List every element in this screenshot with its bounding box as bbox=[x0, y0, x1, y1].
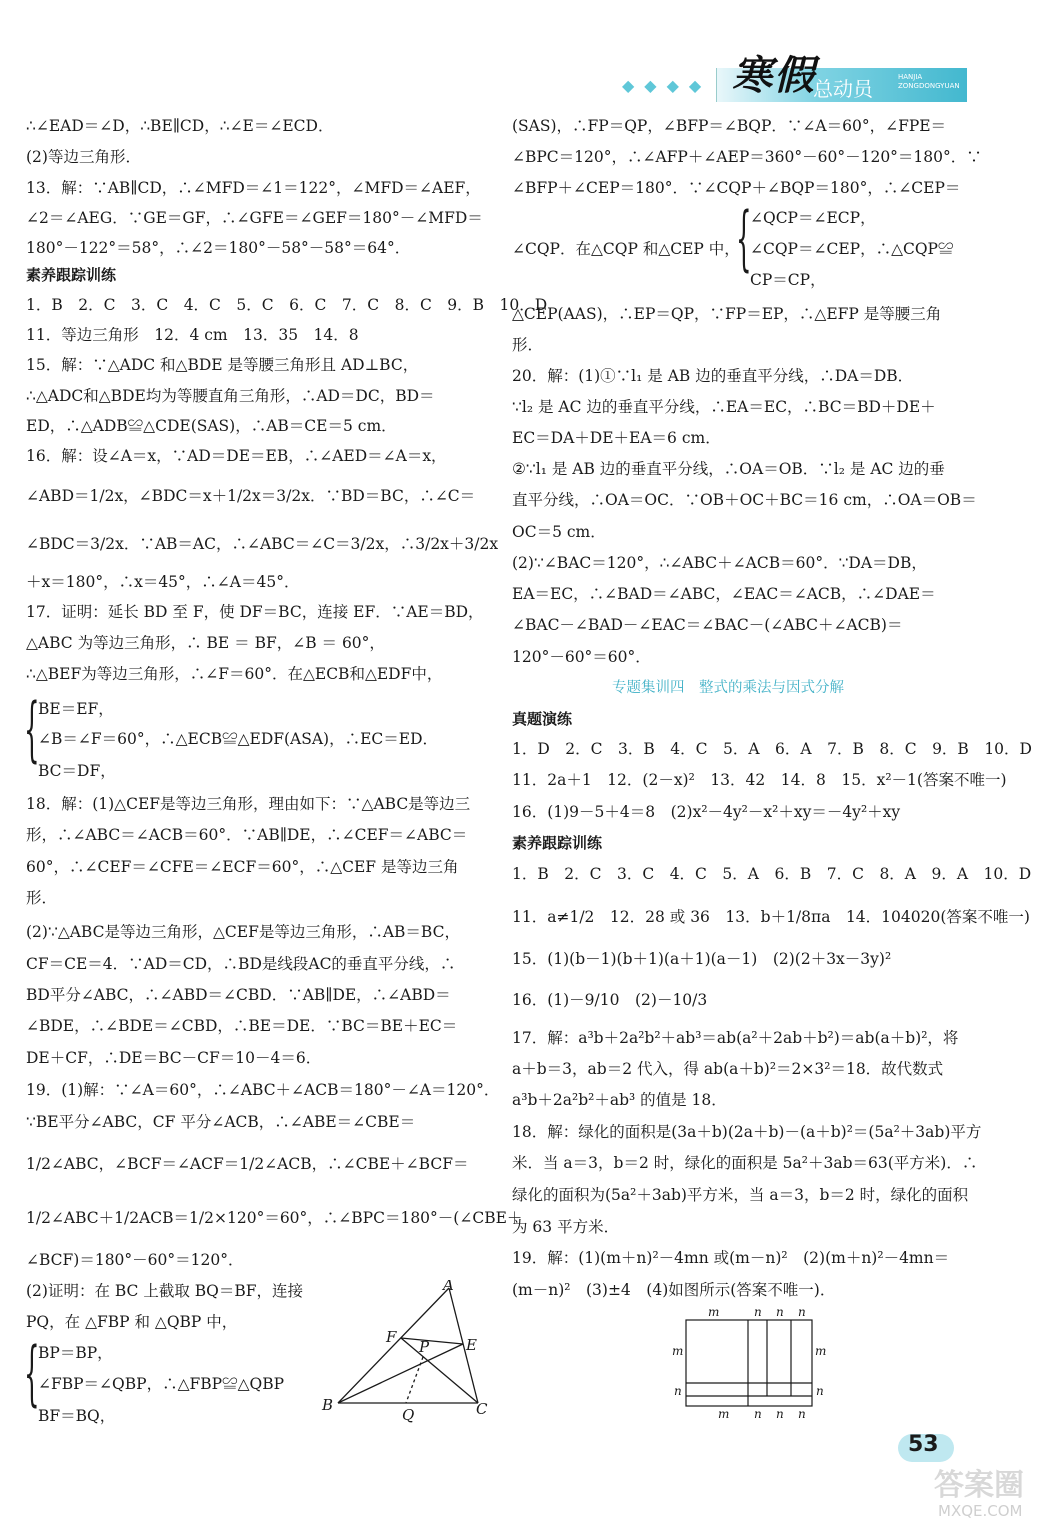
text-line: 形． bbox=[512, 336, 544, 354]
left-brace: { bbox=[24, 688, 40, 770]
text-line: ∠BCF)＝180°－60°＝120°． bbox=[26, 1251, 244, 1269]
answer-line: 16．(1)－9/10 (2)－10/3 bbox=[512, 991, 708, 1009]
brand-pinyin: HANJIA ZONGDONGYUAN bbox=[898, 73, 960, 90]
label-bottom-n3: n bbox=[798, 1407, 806, 1421]
text-line: (SAS)，∴FP＝QP，∠BFP＝∠BQP．∵∠A＝60°，∠FPE＝ bbox=[512, 117, 947, 135]
text-line: BP＝BP， bbox=[38, 1344, 113, 1362]
text-line: DE＋CF，∴DE＝BC－CF＝10－4＝6． bbox=[26, 1049, 322, 1067]
text-line: ∠ABD＝1/2x，∠BDC＝x＋1/2x＝3/2x．∵BD＝BC，∴∠C＝ bbox=[26, 487, 476, 505]
section-heading: 素养跟踪训练 bbox=[26, 266, 117, 284]
segment-be bbox=[338, 1344, 463, 1403]
text-line: ∠B＝∠F＝60°，∴△ECB≌△EDF(ASA)，∴EC＝ED． bbox=[38, 730, 439, 748]
text-line: ∴△BEF为等边三角形，∴∠F＝60°．在△ECB和△EDF中， bbox=[26, 665, 443, 683]
text-line: ∠BFP＋∠CEP＝180°．∵∠CQP＋∠BQP＝180°，∴∠CEP＝ bbox=[512, 179, 961, 197]
label-c: C bbox=[476, 1400, 488, 1418]
text-line: BF＝BQ， bbox=[38, 1407, 116, 1425]
text-line: △CEP(AAS)，∴EP＝QP，∵FP＝EP，∴△EFP 是等腰三角 bbox=[512, 305, 942, 323]
label-p: P bbox=[419, 1338, 430, 1356]
text-line: ∵BE平分∠ABC，CF 平分∠ACB，∴∠ABE＝∠CBE＝ bbox=[26, 1113, 416, 1131]
text-line: 为 63 平方米． bbox=[512, 1218, 620, 1236]
text-line: ∵l₂ 是 AC 边的垂直平分线，∴EA＝EC，∴BC＝BD＋DE＋ bbox=[512, 398, 936, 416]
label-bottom-n1: n bbox=[754, 1407, 762, 1421]
text-line: BC＝DF， bbox=[38, 762, 116, 780]
watermark-url: MXQE.COM bbox=[938, 1502, 1023, 1520]
triangle-figure bbox=[318, 1280, 498, 1430]
section-heading: 真题演练 bbox=[512, 710, 573, 728]
label-left-m: m bbox=[672, 1344, 684, 1358]
text-line: 米．当 a＝3，b＝2 时，绿化的面积是 5a²＋3ab＝63(平方米)．∴ bbox=[512, 1154, 978, 1172]
text-line: ∠FBP＝∠QBP，∴△FBP≌△QBP bbox=[38, 1375, 285, 1393]
area-model-figure bbox=[668, 1302, 828, 1422]
text-line: 17．解：a³b＋2a²b²＋ab³＝ab(a²＋2ab＋b²)＝ab(a＋b)²，将 bbox=[512, 1029, 959, 1047]
text-line: ∠CQP＝∠CEP，∴△CQP≌ bbox=[750, 240, 954, 258]
text-line: ∴△ADC和△BDE均为等腰直角三角形，∴AD＝DC，BD＝ bbox=[26, 387, 435, 405]
text-line: ＋x＝180°，∴x＝45°，∴∠A＝45°． bbox=[26, 573, 300, 591]
text-line: 13．解：∵AB∥CD，∴∠MFD＝∠1＝122°，∠MFD＝∠AEF， bbox=[26, 179, 481, 197]
text-line: ∠BPC＝120°，∴∠AFP＋∠AEP＝360°－60°－120°＝180°．∵ bbox=[512, 148, 982, 166]
text-line: 18．解：(1)△CEF是等边三角形，理由如下：∵△ABC是等边三 bbox=[26, 795, 471, 813]
topic-title: 专题集训四 整式的乘法与因式分解 bbox=[612, 680, 844, 696]
text-line: △ABC 为等边三角形，∴ BE ＝ BF，∠B ＝ 60°， bbox=[26, 634, 385, 652]
label-right-n: n bbox=[816, 1384, 824, 1398]
text-line: (2)等边三角形． bbox=[26, 148, 141, 166]
text-line: (2)∵△ABC是等边三角形，△CEF是等边三角形，∴AB＝BC， bbox=[26, 923, 460, 941]
watermark bbox=[930, 1460, 1040, 1530]
brand-title: 寒假 bbox=[732, 52, 816, 99]
text-line: 18．解：绿化的面积是(3a＋b)(2a＋b)－(a＋b)²＝(5a²＋3ab)平方 bbox=[512, 1123, 982, 1141]
right-brace: { bbox=[736, 197, 752, 279]
text-line: CF＝CE＝4．∵AD＝CD，∴BD是线段AC的垂直平分线，∴ bbox=[26, 955, 456, 973]
text-line: (2)∵∠BAC＝120°，∴∠ABC＋∠ACB＝60°．∵DA＝DB， bbox=[512, 554, 927, 572]
text-line: a＋b＝3，ab＝2 代入，得 ab(a＋b)²＝2×3²＝18．故代数式 bbox=[512, 1060, 944, 1078]
text-line: ∠CQP．在△CQP 和△CEP 中， bbox=[512, 240, 740, 258]
page-number: 53 bbox=[908, 1432, 939, 1457]
answer-line: 1．B 2．C 3．C 4．C 5．A 6．B 7．C 8．A 9．A 10．D bbox=[512, 865, 1032, 883]
text-line: 17．证明：延长 BD 至 F，使 DF＝BC，连接 EF．∵AE＝BD， bbox=[26, 603, 484, 621]
label-bottom-m: m bbox=[718, 1407, 730, 1421]
watermark-logo-text: 答案圈 bbox=[934, 1468, 1024, 1503]
text-line: 1/2∠ABC，∠BCF＝∠ACF＝1/2∠ACB，∴∠CBE＋∠BCF＝ bbox=[26, 1155, 469, 1173]
text-line: 19．(1)解：∵∠A＝60°，∴∠ABC＋∠ACB＝180°－∠A＝120°． bbox=[26, 1081, 500, 1099]
text-line: 15．解：∵△ADC 和△BDE 是等腰三角形且 AD⊥BC， bbox=[26, 356, 419, 374]
text-line: BD平分∠ABC，∴∠ABD＝∠CBD．∵AB∥DE，∴∠ABD＝ bbox=[26, 986, 451, 1004]
text-line: (2)证明：在 BC 上截取 BQ＝BF，连接 bbox=[26, 1282, 304, 1300]
segment-fe bbox=[401, 1338, 463, 1344]
text-line: 19．解：(1)(m＋n)²－4mn 或(m－n)² (2)(m＋n)²－4mn＝ bbox=[512, 1249, 950, 1267]
text-line: ②∵l₁ 是 AB 边的垂直平分线，∴OA＝OB．∵l₂ 是 AC 边的垂 bbox=[512, 460, 945, 478]
text-line: 形，∴∠ABC＝∠ACB＝60°．∵AB∥DE，∴∠CEF＝∠ABC＝ bbox=[26, 826, 468, 844]
text-line: BE＝EF， bbox=[38, 700, 114, 718]
answer-line: 1．B 2．C 3．C 4．C 5．C 6．C 7．C 8．C 9．B 10．D bbox=[26, 296, 548, 314]
text-line: 120°－60°＝60°． bbox=[512, 648, 651, 666]
text-line: ∠QCP＝∠ECP， bbox=[750, 209, 876, 227]
text-line: ∠BDC＝3/2x．∵AB＝AC，∴∠ABC＝∠C＝3/2x，∴3/2x＋3/2x bbox=[26, 535, 499, 553]
header-diamonds: ◆◆◆◆ bbox=[622, 76, 712, 95]
text-line: 绿化的面积为(5a²＋3ab)平方米，当 a＝3，b＝2 时，绿化的面积 bbox=[512, 1186, 969, 1204]
segment-pq bbox=[406, 1357, 423, 1403]
label-e: E bbox=[466, 1336, 477, 1354]
label-bottom-n2: n bbox=[776, 1407, 784, 1421]
brand-subtitle: 总动员 bbox=[813, 77, 873, 101]
answer-line: 15．(1)(b－1)(b＋1)(a＋1)(a－1) (2)(2＋3x－3y)² bbox=[512, 950, 892, 968]
left-brace: { bbox=[24, 1332, 40, 1414]
text-line: 60°，∴∠CEF＝∠CFE＝∠ECF＝60°，∴△CEF 是等边三角 bbox=[26, 858, 459, 876]
text-line: ED，∴△ADB≌△CDE(SAS)，∴AB＝CE＝5 cm． bbox=[26, 417, 397, 435]
text-line: EC＝DA＋DE＋EA＝6 cm． bbox=[512, 429, 721, 447]
text-line: CP＝CP， bbox=[750, 271, 826, 289]
text-line: 20．解：(1)①∵l₁ 是 AB 边的垂直平分线，∴DA＝DB． bbox=[512, 367, 914, 385]
answer-line: 11．等边三角形 12．4 cm 13．35 14．8 bbox=[26, 326, 359, 344]
label-right-m: m bbox=[815, 1344, 827, 1358]
outer-rect bbox=[686, 1320, 812, 1406]
text-line: 180°－122°＝58°，∴∠2＝180°－58°－58°＝64°． bbox=[26, 239, 411, 257]
label-a: A bbox=[443, 1280, 454, 1294]
answer-line: 11．a≠1/2 12．28 或 36 13．b＋1/8πa 14．104020(答案不唯一) bbox=[512, 908, 1030, 926]
text-line: PQ，在 △FBP 和 △QBP 中， bbox=[26, 1313, 238, 1331]
text-line: ∠2＝∠AEG．∵GE＝GF，∴∠GFE＝∠GEF＝180°－∠MFD＝ bbox=[26, 209, 483, 227]
text-line: OC＝5 cm． bbox=[512, 523, 606, 541]
text-line: 16．解：设∠A＝x，∵AD＝DE＝EB，∴∠AED＝∠A＝x， bbox=[26, 447, 447, 465]
text-line: 1/2∠ABC＋1/2ACB＝1/2×120°＝60°，∴∠BPC＝180°－(∠CBE＋ bbox=[26, 1209, 523, 1227]
answer-line: 1．D 2．C 3．B 4．C 5．A 6．A 7．B 8．C 9．B 10．D bbox=[512, 740, 1032, 758]
label-top-n2: n bbox=[776, 1305, 784, 1319]
label-top-m: m bbox=[708, 1305, 720, 1319]
label-f: F bbox=[386, 1328, 397, 1346]
text-line: 形． bbox=[26, 889, 58, 907]
label-q: Q bbox=[402, 1406, 415, 1424]
text-line: EA＝EC，∴∠BAD＝∠ABC，∠EAC＝∠ACB，∴∠DAE＝ bbox=[512, 585, 936, 603]
label-b: B bbox=[322, 1396, 334, 1414]
text-line: ∠BDE，∴∠BDE＝∠CBD，∴BE＝DE．∵BC＝BE＋EC＝ bbox=[26, 1017, 458, 1035]
text-line: 直平分线，∴OA＝OC．∵OB＋OC＋BC＝16 cm，∴OA＝OB＝ bbox=[512, 491, 977, 509]
label-top-n3: n bbox=[798, 1305, 806, 1319]
label-left-n: n bbox=[674, 1384, 682, 1398]
text-line: a³b＋2a²b²＋ab³ 的值是 18． bbox=[512, 1091, 727, 1109]
section-heading: 素养跟踪训练 bbox=[512, 834, 603, 852]
text-line: ∠BAC－∠BAD－∠EAC＝∠BAC－(∠ABC＋∠ACB)＝ bbox=[512, 616, 903, 634]
label-top-n1: n bbox=[754, 1305, 762, 1319]
text-line: (m－n)² (3)±4 (4)如图所示(答案不唯一)． bbox=[512, 1281, 836, 1299]
answer-line: 11．2a＋1 12．(2－x)² 13．42 14．8 15．x²－1(答案不唯一) bbox=[512, 771, 1007, 789]
answer-line: 16．(1)9－5＋4＝8 (2)x²－4y²－x²＋xy＝－4y²＋xy bbox=[512, 803, 901, 821]
text-line: ∴∠EAD＝∠D，∴BE∥CD，∴∠E＝∠ECD． bbox=[26, 117, 334, 135]
